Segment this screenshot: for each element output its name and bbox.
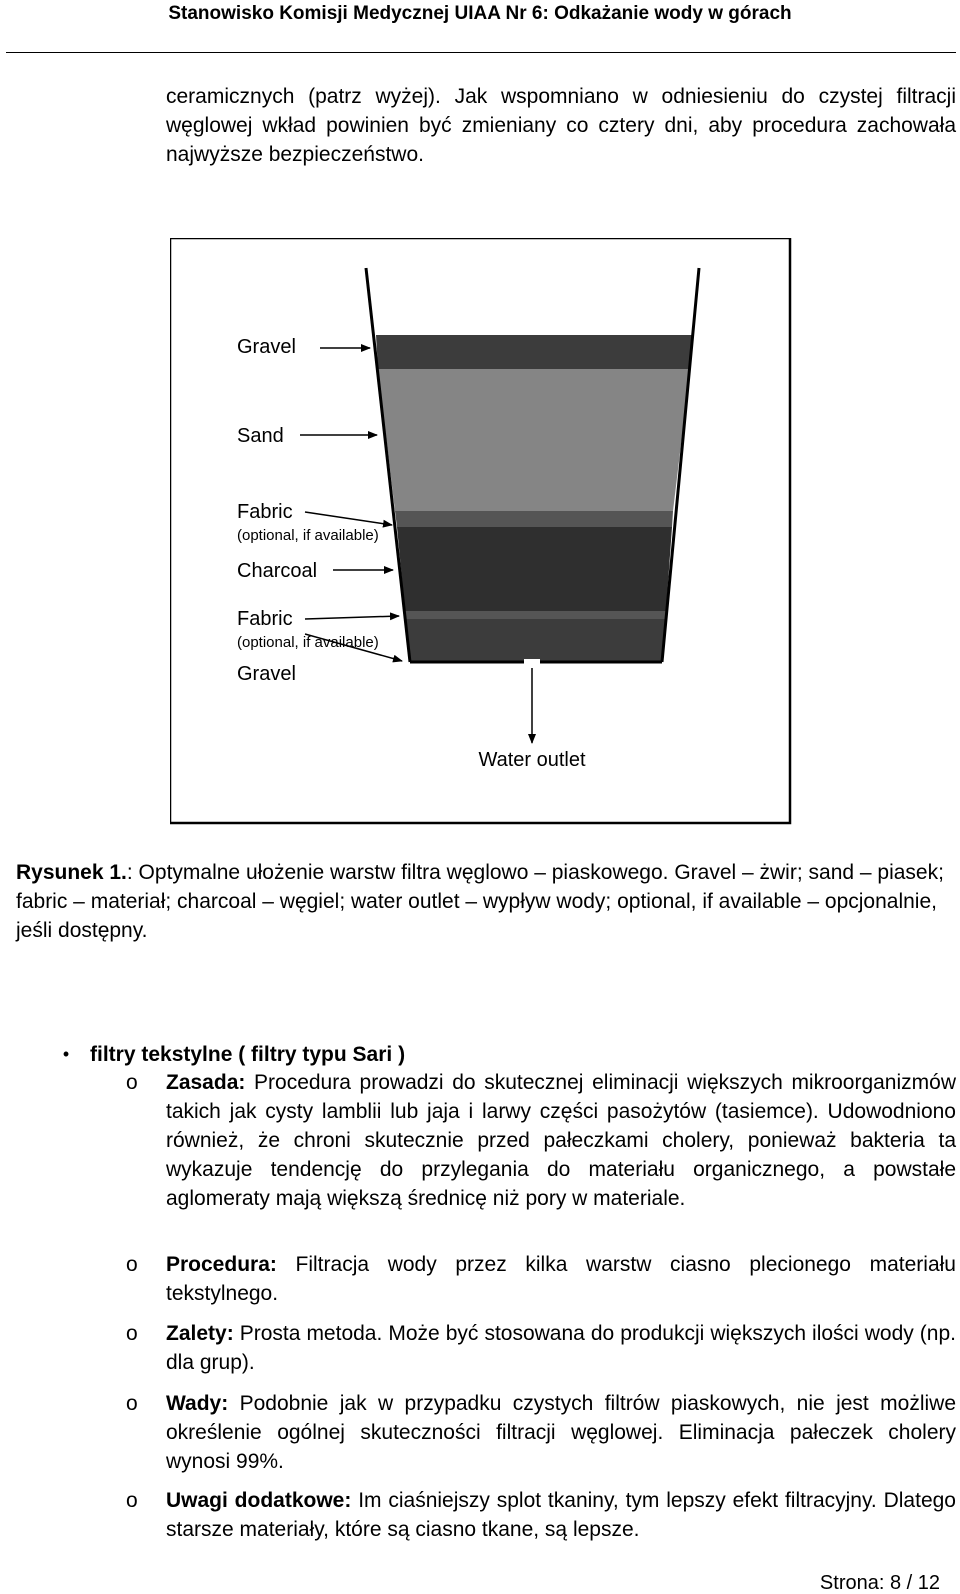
label-fabric-top: Fabric (237, 501, 293, 523)
arrow-fabric-top (305, 512, 392, 525)
item-label: Wady: (166, 1392, 229, 1415)
figure-caption (16, 858, 951, 945)
item-label: Procedura: (166, 1253, 277, 1276)
label-sand: Sand (237, 425, 284, 447)
label-water-outlet: Water outlet (478, 749, 586, 771)
item-text: Filtracja wody przez kilka warstw ciasno plecionego materiału tekstylnego. (166, 1253, 956, 1305)
filter-diagram (170, 238, 800, 838)
list-marker: o (126, 1489, 138, 1512)
label-fabric-bottom: Fabric (237, 608, 293, 630)
item-label: Zalety: (166, 1322, 234, 1345)
list-marker: o (126, 1253, 138, 1276)
section-title: filtry tekstylne ( filtry typu Sari ) (90, 1043, 406, 1066)
item-text: Podobnie jak w przypadku czystych filtrów piaskowych, nie jest możliwe określenie ogólnej skuteczności filtracji węglowej. Eliminacja pałeczek cholery wynosi 99%. (166, 1392, 956, 1473)
layer-gravel-top (376, 335, 692, 369)
list-marker: o (126, 1392, 138, 1415)
layer-sand (378, 369, 690, 511)
page-header (0, 0, 960, 30)
intro-paragraph: ceramicznych (patrz wyżej). Jak wspomniano w odniesieniu do czystej filtracji węglowej wkład powinien być zmieniany co cztery dni, aby procedura zachowała najwyższe bezpieczeństwo. (166, 85, 956, 166)
item-label: Uwagi dodatkowe: (166, 1489, 352, 1512)
layer-fabric-bottom (405, 611, 666, 619)
item-text: Procedura prowadzi do skutecznej eliminacji większych mikroorganizmów takich jak cysty lamblii lub jaja i larwy części pasożytów (tasiemce). Udowodniono również, że chroni skutecznie przed pałeczkami cholery, ponieważ bakteria ta wykazuje tendencję do przylegania do materiału organicznego, a powstałe aglomeraty mają większą średnicę niż pory w materiale. (166, 1071, 956, 1210)
header-divider (6, 52, 956, 53)
item-label: Zasada: (166, 1071, 246, 1094)
label-fabric-bottom-note: (optional, if available) (237, 634, 379, 651)
label-gravel-bottom: Gravel (237, 663, 296, 685)
outlet-opening (524, 659, 540, 664)
item-text: Im ciaśniejszy splot tkaniny, tym lepszy efekt filtracyjny. Dlatego starsze materiały, które są ciasno tkane, są lepsze. (166, 1489, 956, 1541)
list-marker: o (126, 1071, 138, 1094)
caption-label: Rysunek 1. (16, 861, 127, 884)
label-charcoal: Charcoal (237, 560, 318, 582)
page-number: Strona: 8 / 12 (819, 1572, 940, 1594)
filter-figure (170, 238, 800, 838)
label-fabric-top-note: (optional, if available) (237, 527, 379, 544)
arrow-fabric-bottom (305, 616, 399, 619)
caption-text: : Optymalne ułożenie warstw filtra węglowo – piaskowego. Gravel – żwir; sand – piasek; fabric – materiał; charcoal – węgiel; water outlet – wypływ wody; optional, if available – opcjonalnie, jeśli dostępny. (16, 861, 944, 942)
layer-charcoal (397, 527, 672, 611)
document-title: Stanowisko Komisji Medycznej UIAA Nr 6: Odkażanie wody w górach (168, 3, 792, 24)
bullet-icon: • (62, 1044, 70, 1064)
label-gravel-top: Gravel (237, 336, 296, 358)
list-marker: o (126, 1322, 138, 1345)
layer-fabric-top (395, 511, 673, 527)
layer-gravel-bottom (406, 619, 665, 662)
item-text: Prosta metoda. Może być stosowana do produkcji większych ilości wody (np. dla grup). (166, 1322, 956, 1374)
